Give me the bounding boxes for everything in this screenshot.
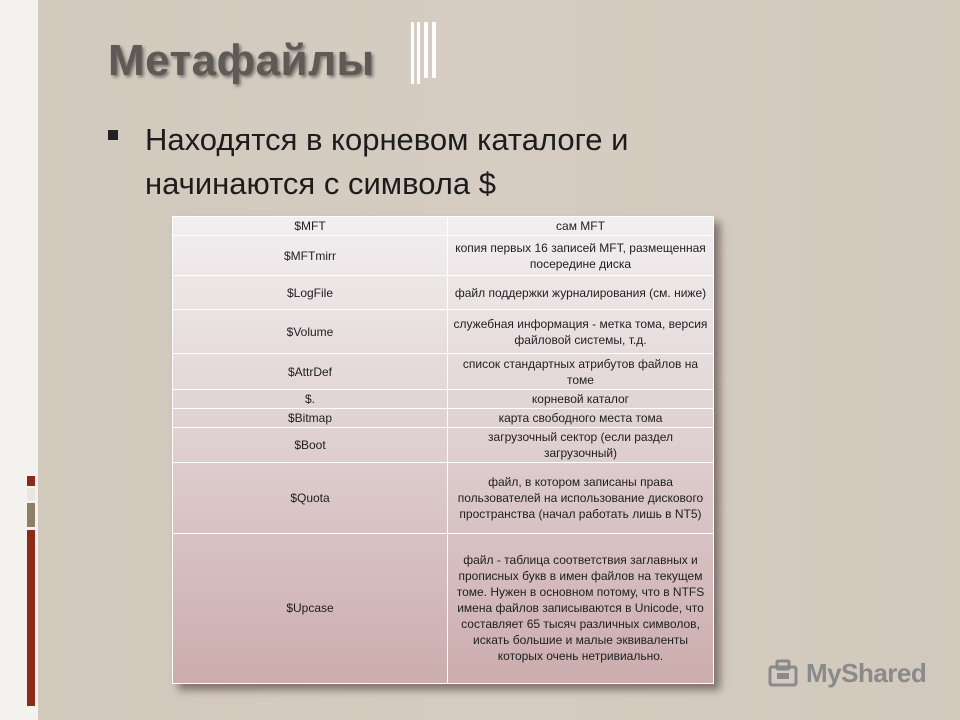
metafile-name-cell: $Boot	[173, 428, 448, 463]
left-decoration	[27, 488, 35, 500]
metafile-description-cell: копия первых 16 записей MFT, размещенная посередине диска	[448, 236, 714, 276]
table-row	[173, 533, 714, 683]
metafile-name-cell: $Quota	[173, 463, 448, 533]
metafile-description-cell: список стандартных атрибутов файлов на томе	[448, 354, 714, 390]
metafile-name-cell: $Volume	[173, 310, 448, 354]
table-row	[173, 217, 714, 236]
metafile-description-cell: загрузочный сектор (если раздел загрузочный)	[448, 428, 714, 463]
metafile-name-cell: $.	[173, 390, 448, 409]
table-row	[173, 463, 714, 533]
metafile-description-cell: корневой каталог	[448, 390, 714, 409]
bullet-item	[108, 118, 748, 206]
watermark	[768, 658, 926, 689]
left-decoration	[27, 476, 35, 486]
metafile-description-cell: карта свободного места тома	[448, 409, 714, 428]
table-body	[173, 217, 714, 684]
bullet-text: Находятся в корневом каталоге и начинаются с символа $	[145, 122, 629, 201]
watermark-text: MyShared	[806, 658, 927, 688]
metafile-name-cell: $MFT	[173, 217, 448, 236]
metafile-name-cell: $LogFile	[173, 276, 448, 310]
table-row	[173, 409, 714, 428]
metafile-description-cell: файл поддержки журналирования (см. ниже)	[448, 276, 714, 310]
metafile-description-cell: сам MFT	[448, 217, 714, 236]
myshared-logo-icon	[768, 659, 800, 689]
left-decoration	[27, 530, 35, 706]
table-row	[173, 428, 714, 463]
metafile-name-cell: $AttrDef	[173, 354, 448, 390]
slide-title: Метафайлы	[108, 36, 375, 85]
square-bullet-icon	[108, 130, 118, 140]
table-row	[173, 276, 714, 310]
metafile-name-cell: $Upcase	[173, 533, 448, 683]
metafile-description-cell: служебная информация - метка тома, версия файловой системы, т.д.	[448, 310, 714, 354]
metafile-description-cell: файл, в котором записаны права пользователей на использование дискового пространства (начал работать лишь в NT5)	[448, 463, 714, 533]
table-row	[173, 354, 714, 390]
left-decoration	[27, 503, 35, 527]
metafile-name-cell: $MFTmirr	[173, 236, 448, 276]
metafiles-table	[172, 216, 714, 684]
table-row	[173, 310, 714, 354]
metafile-description-cell: файл - таблица соответствия заглавных и прописных букв в имен файлов на текущем томе. Нужен в основном потому, что в NTFS имена файлов записываются в Unicode, что составляет 65 тысяч различных символов, искать большие и малые эквиваленты которых очень нетривиально.	[448, 533, 714, 683]
metafile-name-cell: $Bitmap	[173, 409, 448, 428]
table-row	[173, 390, 714, 409]
table-row	[173, 236, 714, 276]
